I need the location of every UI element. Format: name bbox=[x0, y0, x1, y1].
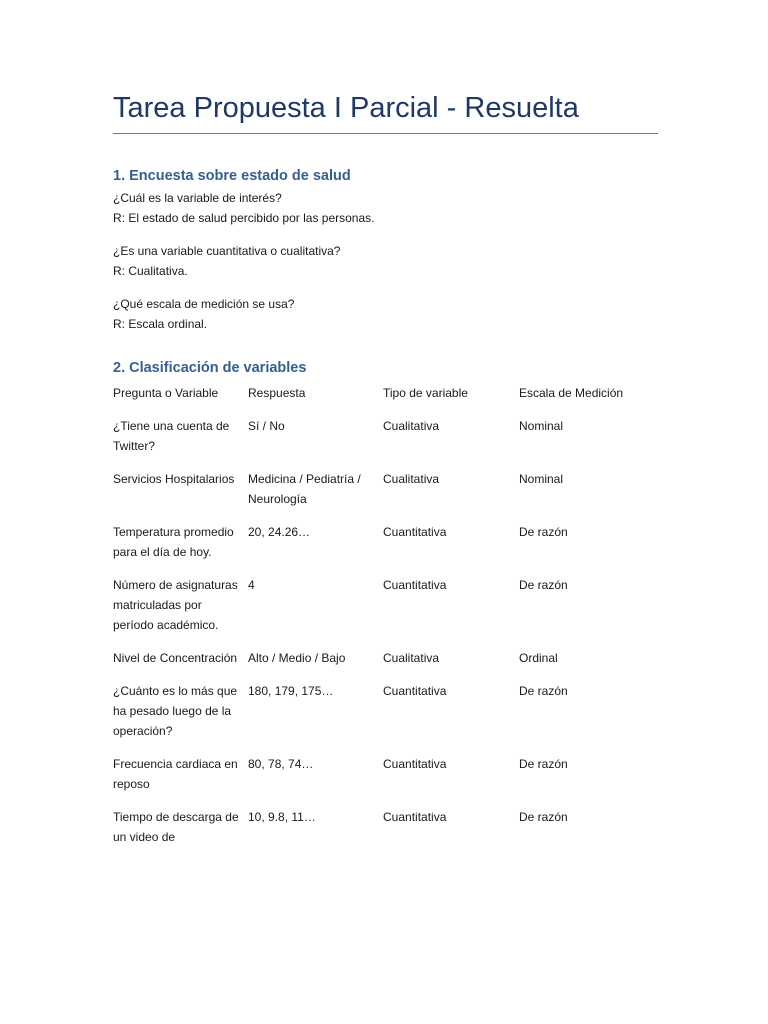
table-cell-response: Sí / No bbox=[248, 419, 285, 434]
table-row bbox=[113, 416, 658, 469]
table-cell-type: Cuantitativa bbox=[383, 578, 447, 593]
table-cell-response: 10, 9.8, 11… bbox=[248, 810, 316, 825]
column-header: Escala de Medición bbox=[519, 386, 624, 401]
table-cell-type: Cuantitativa bbox=[383, 525, 447, 540]
column-header: Tipo de variable bbox=[383, 386, 468, 401]
table-cell-variable: ¿Cuánto es lo más que ha pesado luego de la operación? bbox=[113, 684, 238, 739]
section-1-heading: 1. Encuesta sobre estado de salud bbox=[113, 168, 351, 185]
table-cell-variable: Número de asignaturas matriculadas por período académico. bbox=[113, 578, 238, 633]
table-cell-variable: Nivel de Concentración bbox=[113, 651, 238, 666]
table-cell-response: 4 bbox=[248, 578, 255, 593]
table-cell-type: Cuantitativa bbox=[383, 757, 447, 772]
table-cell-variable: Temperatura promedio para el día de hoy. bbox=[113, 525, 234, 560]
section-2-heading: 2. Clasificación de variables bbox=[113, 359, 307, 376]
document-page bbox=[113, 92, 658, 860]
table-cell-scale: De razón bbox=[519, 757, 568, 772]
qa-block bbox=[113, 241, 658, 281]
table-cell-type: Cualitativa bbox=[383, 419, 440, 434]
qa-block bbox=[113, 188, 658, 228]
table-cell-scale: Ordinal bbox=[519, 651, 558, 666]
table-cell-variable: Servicios Hospitalarios bbox=[113, 472, 235, 487]
answer-text: R: El estado de salud percibido por las personas. bbox=[113, 210, 375, 225]
answer-text: R: Escala ordinal. bbox=[113, 316, 208, 331]
table-cell-response: 80, 78, 74… bbox=[248, 757, 314, 772]
table-cell-scale: De razón bbox=[519, 810, 568, 825]
table-cell-response: Alto / Medio / Bajo bbox=[248, 651, 346, 666]
column-header: Pregunta o Variable bbox=[113, 386, 219, 401]
table-cell-scale: De razón bbox=[519, 684, 568, 699]
answer-text: R: Cualitativa. bbox=[113, 263, 188, 278]
question-text: ¿Cuál es la variable de interés? bbox=[113, 190, 282, 205]
column-header: Respuesta bbox=[248, 386, 306, 401]
title-divider bbox=[113, 133, 658, 134]
table-cell-scale: Nominal bbox=[519, 472, 564, 487]
table-cell-type: Cuantitativa bbox=[383, 810, 447, 825]
question-text: ¿Qué escala de medición se usa? bbox=[113, 296, 295, 311]
table-row bbox=[113, 754, 658, 807]
question-text: ¿Es una variable cuantitativa o cualitativa? bbox=[113, 243, 341, 258]
table-header-row bbox=[113, 383, 658, 416]
table-row bbox=[113, 575, 658, 648]
table-row bbox=[113, 681, 658, 754]
table-row bbox=[113, 807, 658, 860]
document-title: Tarea Propuesta I Parcial - Resuelta bbox=[113, 92, 579, 124]
table-cell-response: 180, 179, 175… bbox=[248, 684, 334, 699]
table-cell-type: Cualitativa bbox=[383, 472, 440, 487]
table-cell-variable: Tiempo de descarga de un video de bbox=[113, 810, 239, 845]
table-cell-type: Cualitativa bbox=[383, 651, 440, 666]
table-cell-scale: Nominal bbox=[519, 419, 564, 434]
table-cell-scale: De razón bbox=[519, 578, 568, 593]
table-cell-response: 20, 24.26… bbox=[248, 525, 311, 540]
table-cell-variable: ¿Tiene una cuenta de Twitter? bbox=[113, 419, 230, 454]
table-cell-variable: Frecuencia cardiaca en reposo bbox=[113, 757, 238, 792]
table-row bbox=[113, 648, 658, 681]
table-row bbox=[113, 522, 658, 575]
table-cell-scale: De razón bbox=[519, 525, 568, 540]
table-row bbox=[113, 469, 658, 522]
table-cell-response: Medicina / Pediatría / Neurología bbox=[248, 472, 361, 507]
table-cell-type: Cuantitativa bbox=[383, 684, 447, 699]
qa-block bbox=[113, 294, 658, 334]
variables-table bbox=[113, 383, 658, 860]
